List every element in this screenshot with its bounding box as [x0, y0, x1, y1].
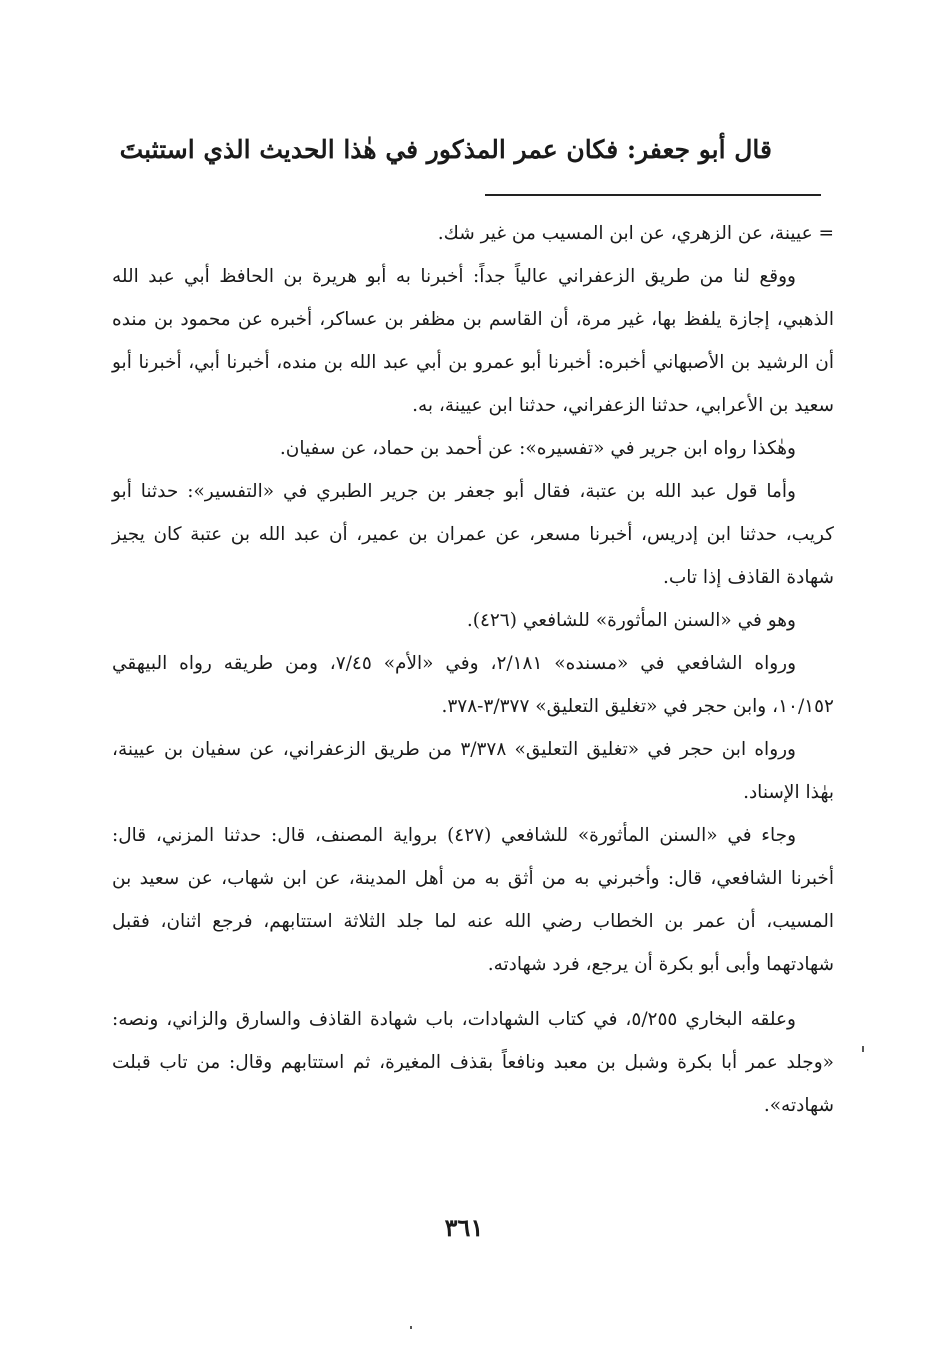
print-speck — [862, 1046, 864, 1052]
footnote-paragraph: ورواه الشافعي في «مسنده» ٢/١٨١، وفي «الأم» ٧/٤٥، ومن طريقه رواه البيهقي ١٠/١٥٢، وابن حجر في «تغليق التعليق» ٣/٣٧٧-٣٧٨. — [112, 653, 834, 717]
main-text-line: قال أبو جعفر: فكان عمر المذكور في هٰذا الحديث الذي استثبتَ — [119, 135, 772, 164]
footnote-paragraph: وعلقه البخاري ٥/٢٥٥، في كتاب الشهادات، باب شهادة القاذف والسارق والزاني، ونصه: «وجلد عمر أبا بكرة وشبل بن معبد ونافعاً بقذف المغيرة، ثم استتابهم وقال: من تاب قبلت شهادته». — [112, 1009, 834, 1116]
footnote-paragraph: وأما قول عبد الله بن عتبة، فقال أبو جعفر بن جرير الطبري في «التفسير»: حدثنا أبو كريب، حدثنا ابن إدريس، أخبرنا مسعر، عن عمران بن عمير، أن عبد الله بن عتبة كان يجيز شهادة القاذف إذا تاب. — [112, 481, 834, 588]
page-number: ٣٦١ — [444, 1213, 484, 1242]
print-speck — [410, 1326, 412, 1329]
footnotes — [112, 212, 834, 1127]
footnote-paragraph: ووقع لنا من طريق الزعفراني عالياً جداً: أخبرنا به أبو هريرة بن الحافظ أبي عبد الله الذهبي، إجازة يلفظ بها، غير مرة، أن القاسم بن مظفر بن عساكر، أخبره عن محمود بن منده أن الرشيد بن الأصبهاني أخبره: أخبرنا أبو عمرو بن أبي عبد الله بن منده، أخبرنا أبي، أخبرنا أبو سعيد بن الأعرابي، حدثنا الزعفراني، حدثنا ابن عيينة، به. — [112, 266, 834, 416]
footnote-paragraph: وهو في «السنن المأثورة» للشافعي (٤٢٦). — [466, 610, 796, 631]
footnote-paragraph: وهٰكذا رواه ابن جرير في «تفسيره»: عن أحمد بن حماد، عن سفيان. — [279, 438, 796, 459]
footnote-continuation: = عيينة، عن الزهري، عن ابن المسيب من غير شك. — [437, 223, 834, 244]
footnote-paragraph: وجاء في «السنن المأثورة» للشافعي (٤٢٧) برواية المصنف، قال: حدثنا المزني، قال: أخبرنا الشافعي، قال: وأخبرني به من أثق به من أهل المدينة، عن ابن شهاب، عن سعيد بن المسيب، أن عمر بن الخطاب رضي الله عنه لما جلد الثلاثة استتابهم، فرجع اثنان، فقبل شهادتهما وأبى أبو بكرة أن يرجع، فرد شهادته. — [112, 825, 834, 975]
footnote-divider — [485, 194, 821, 196]
footnote-paragraph: ورواه ابن حجر في «تغليق التعليق» ٣/٣٧٨ من طريق الزعفراني، عن سفيان بن عيينة، بهٰذا الإسناد. — [112, 739, 834, 803]
